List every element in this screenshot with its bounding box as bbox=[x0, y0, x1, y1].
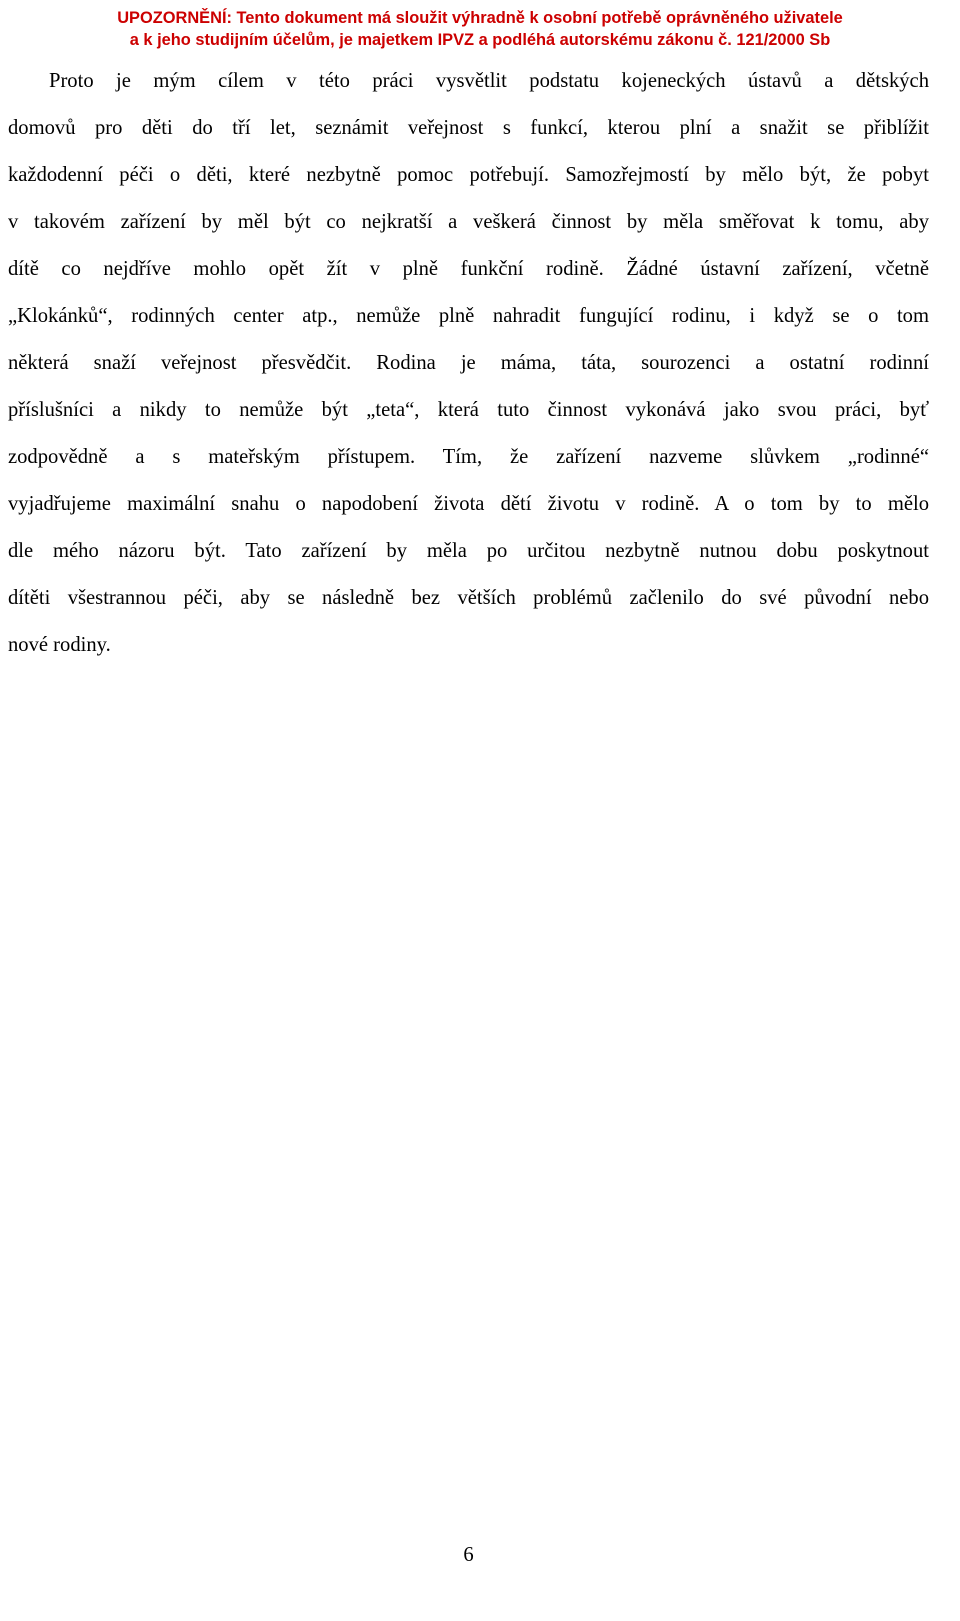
paragraph-line: zodpovědně a s mateřským přístupem. Tím, že zařízení nazveme slůvkem „rodinné“ bbox=[8, 446, 929, 468]
notice-line-2: a k jeho studijním účelům, je majetkem IPVZ a podléhá autorskému zákonu č. 121/2000 Sb bbox=[129, 31, 831, 49]
paragraph-line: v takovém zařízení by měl být co nejkratší a veškerá činnost by měla směřovat k tomu, aby bbox=[8, 211, 929, 233]
paragraph-line: některá snaží veřejnost přesvědčit. Rodina je máma, táta, sourozenci a ostatní rodinní bbox=[8, 352, 929, 374]
page-number: 6 bbox=[463, 1544, 474, 1566]
paragraph-line: příslušníci a nikdy to nemůže být „teta“, která tuto činnost vykonává jako svou práci, byť bbox=[8, 399, 929, 421]
copyright-notice bbox=[8, 7, 952, 51]
paragraph-line: Proto je mým cílem v této práci vysvětlit podstatu kojeneckých ústavů a dětských bbox=[49, 70, 929, 92]
notice-line-1: UPOZORNĚNÍ: Tento dokument má sloužit výhradně k osobní potřebě oprávněného uživatele bbox=[117, 9, 843, 27]
body-paragraph bbox=[8, 58, 960, 669]
paragraph-line: domovů pro děti do tří let, seznámit veřejnost s funkcí, kterou plní a snažit se přiblížit bbox=[8, 117, 929, 139]
paragraph-line: dítě co nejdříve mohlo opět žít v plně funkční rodině. Žádné ústavní zařízení, včetně bbox=[8, 258, 929, 280]
paragraph-line: každodenní péči o děti, které nezbytně pomoc potřebují. Samozřejmostí by mělo být, že pobyt bbox=[8, 164, 929, 186]
paragraph-line: dítěti všestrannou péči, aby se následně bez větších problémů začlenilo do své původní nebo bbox=[8, 587, 929, 609]
paragraph-line: vyjadřujeme maximální snahu o napodobení života dětí životu v rodině. A o tom by to mělo bbox=[8, 493, 929, 515]
paragraph-line: „Klokánků“, rodinných center atp., nemůže plně nahradit fungující rodinu, i když se o tom bbox=[8, 305, 929, 327]
paragraph-line: nové rodiny. bbox=[8, 634, 111, 656]
paragraph-line: dle mého názoru být. Tato zařízení by měla po určitou nezbytně nutnou dobu poskytnout bbox=[8, 540, 929, 562]
